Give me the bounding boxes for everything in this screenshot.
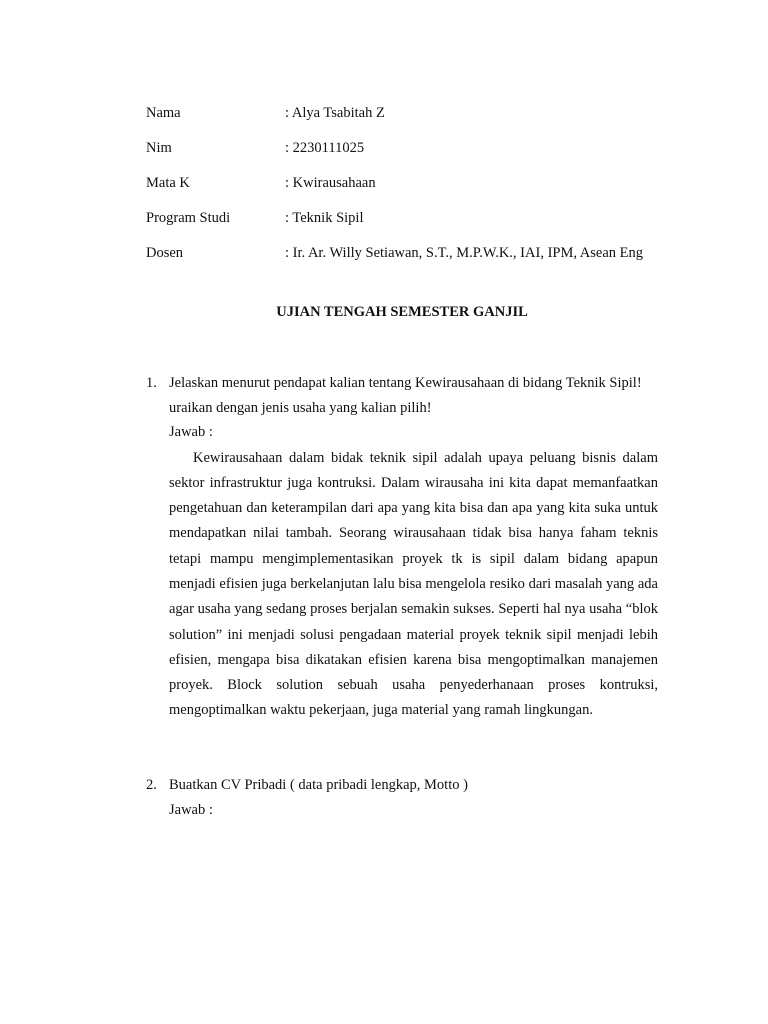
- info-label: Mata K: [146, 175, 190, 191]
- jawab-label: Jawab :: [169, 424, 213, 440]
- info-label: Nama: [146, 105, 181, 121]
- answer-text: Kewirausahaan dalam bidak teknik sipil adalah upaya peluang bisnis dalam sektor infrastruktur juga kontruksi. Dalam wirausaha ini kita dapat memanfaatkan pengetahuan dan keterampilan dari apa yang kita bisa dan apa yang kita suka untuk mendapatkan nilai tambah. Seorang wirausahaan tidak bisa hanya faham teknis tetapi mampu mengimplementasikan proyek tk is sipil dalam bidang apapun menjadi efisien juga berkelanjutan lalu bisa mengelola resiko dari masalah yang ada agar usaha yang sedang proses berjalan semakin sukses. Seperti hal nya usaha “blok solution” ini menjadi solusi pengadaan material proyek teknik sipil menjadi lebih efisien, mengapa bisa dikatakan efisien karena bisa mengoptimalkan manajemen proyek. Block solution sebuah usaha penyederhanaan proses kontruksi, mengoptimalkan waktu pekerjaan, juga material yang ramah lingkungan.: [169, 449, 658, 719]
- info-label: Dosen: [146, 245, 184, 261]
- question-row: [146, 773, 658, 798]
- info-row-nim: [146, 136, 656, 160]
- question-2: [146, 773, 658, 822]
- info-value: : 2230111025: [285, 140, 365, 156]
- question-row: [146, 371, 658, 420]
- question-number: 1.: [146, 375, 157, 391]
- info-row-dosen: [146, 241, 656, 265]
- question-number: 2.: [146, 777, 157, 793]
- document-title: UJIAN TENGAH SEMESTER GANJIL: [276, 304, 528, 320]
- info-value: : Teknik Sipil: [285, 210, 364, 226]
- student-info-table: [146, 101, 656, 276]
- info-row-program-studi: [146, 206, 656, 230]
- info-label: Program Studi: [146, 210, 231, 226]
- info-row-nama: [146, 101, 656, 125]
- question-text: Buatkan CV Pribadi ( data pribadi lengkap, Motto ): [169, 777, 468, 793]
- question-1: [146, 371, 658, 724]
- question-text: Jelaskan menurut pendapat kalian tentang Kewirausahaan di bidang Teknik Sipil! uraikan dengan jenis usaha yang kalian pilih!: [169, 375, 642, 416]
- jawab-label: Jawab :: [169, 801, 213, 818]
- info-value: : Kwirausahaan: [285, 175, 376, 191]
- info-row-mata-kuliah: [146, 171, 656, 195]
- info-value: : Alya Tsabitah Z: [285, 105, 385, 121]
- info-value: : Ir. Ar. Willy Setiawan, S.T., M.P.W.K., IAI, IPM, Asean Eng: [285, 245, 644, 261]
- info-label: Nim: [146, 140, 172, 156]
